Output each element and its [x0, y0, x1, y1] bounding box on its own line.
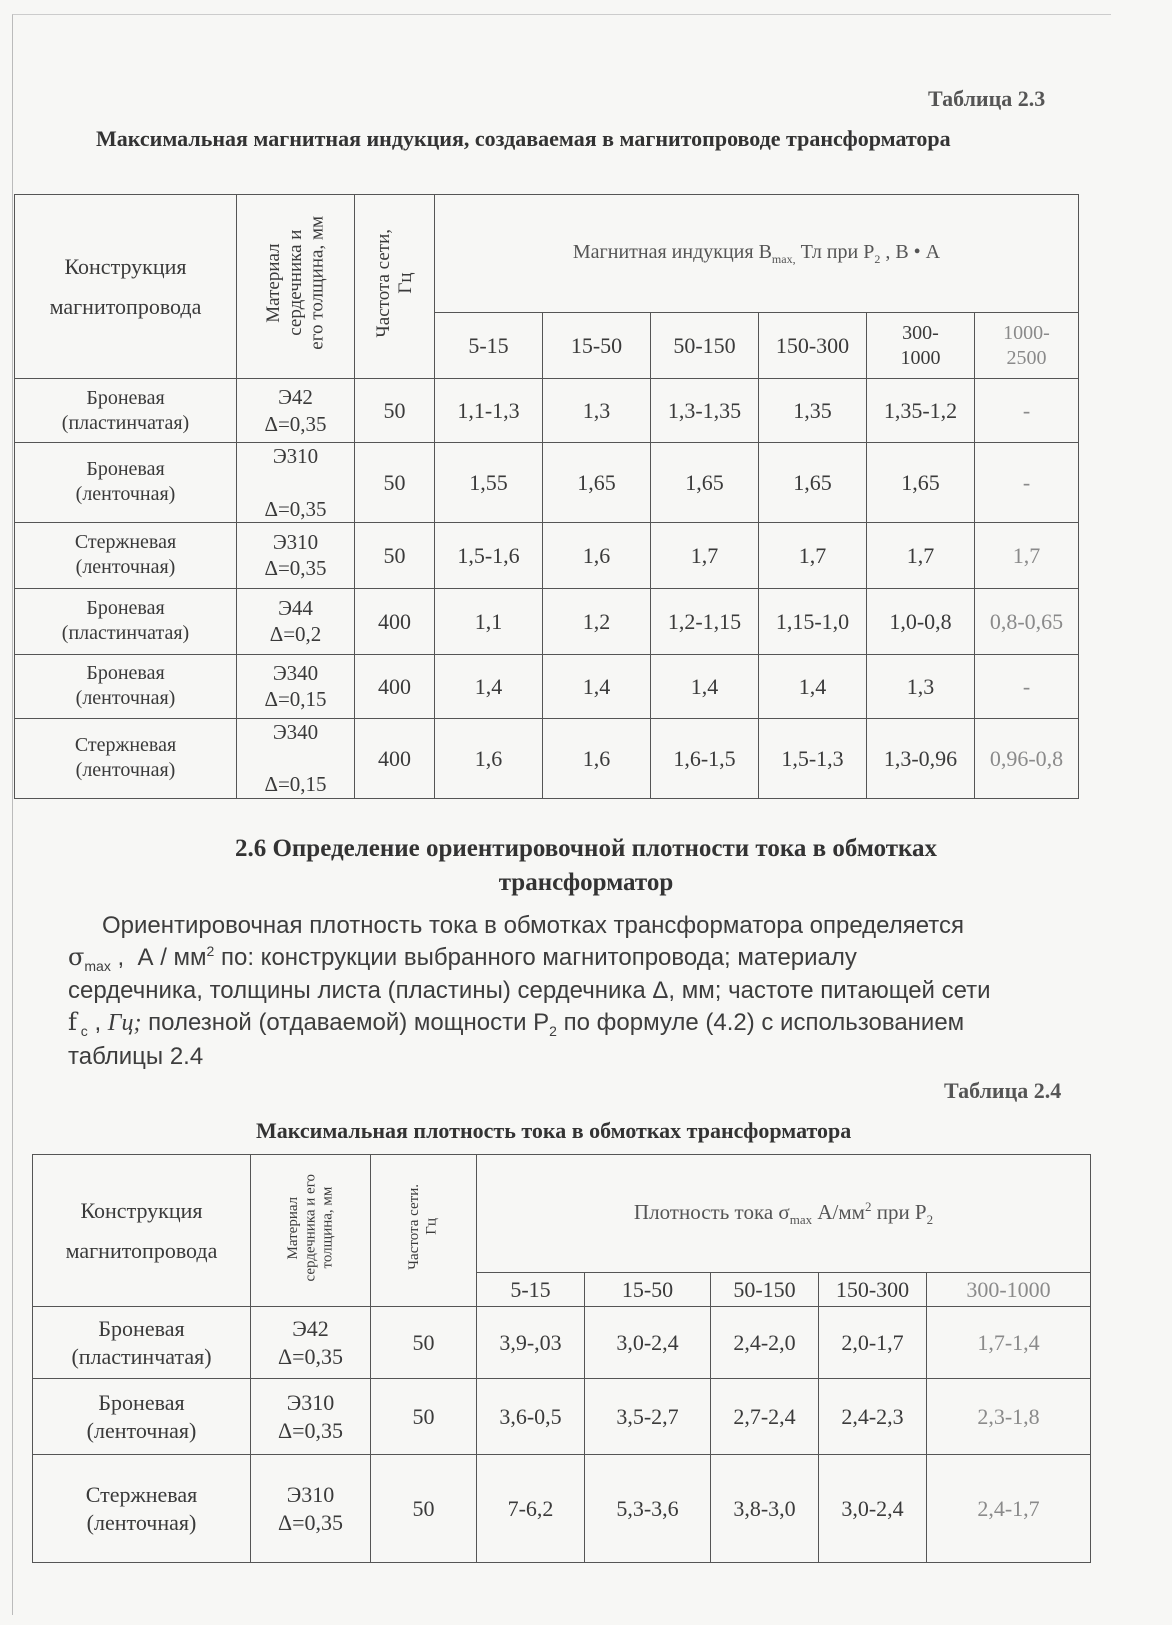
table1-power-range: 150-300: [759, 313, 867, 379]
induction-value: -: [975, 443, 1079, 523]
induction-value: 0,8-0,65: [975, 588, 1079, 654]
material-cell: Э44 Δ=0,2: [237, 588, 355, 654]
induction-value: 1,4: [543, 654, 651, 718]
induction-value: 1,55: [435, 443, 543, 523]
table1: [14, 194, 1079, 799]
induction-value: 1,65: [759, 443, 867, 523]
construction-cell: Броневая (ленточная): [33, 1379, 251, 1455]
material-cell: Э310 Δ=0,35: [251, 1455, 371, 1563]
table2-head-frequency: Частота сети. Гц: [371, 1155, 477, 1307]
induction-value: 1,65: [543, 443, 651, 523]
table2-title: Максимальная плотность тока в обмотках трансформатора: [256, 1118, 852, 1143]
table2-power-range: 50-150: [711, 1273, 819, 1307]
density-value: 2,3-1,8: [927, 1379, 1091, 1455]
frequency-cell: 400: [355, 718, 435, 798]
density-value: 3,0-2,4: [819, 1455, 927, 1563]
frequency-cell: 50: [355, 522, 435, 588]
table2-power-range: 5-15: [477, 1273, 585, 1307]
table1-power-range: 50-150: [651, 313, 759, 379]
induction-value: 1,35: [759, 379, 867, 443]
frequency-cell: 50: [355, 379, 435, 443]
table1-power-range: 300- 1000: [867, 313, 975, 379]
construction-cell: Броневая (ленточная): [15, 654, 237, 718]
construction-cell: Броневая (пластинчатая): [15, 588, 237, 654]
table2-power-range: 150-300: [819, 1273, 927, 1307]
table2-head-construction: Конструкция магнитопровода: [33, 1155, 251, 1307]
table-row: [33, 1455, 1091, 1563]
induction-value: 1,4: [435, 654, 543, 718]
material-cell: Э340 Δ=0,15: [237, 654, 355, 718]
table2-power-range: 300-1000: [927, 1273, 1091, 1307]
induction-value: 1,6: [435, 718, 543, 798]
induction-value: 1,6: [543, 718, 651, 798]
table1-head-material: Материал сердечника и его толщина, мм: [237, 195, 355, 379]
table-row: [15, 443, 1079, 523]
table2-head-density: Плотность тока $\sigma_{max}$ $А/мм^2$ при $P_2$: [477, 1155, 1091, 1273]
frequency-cell: 400: [355, 654, 435, 718]
frequency-cell: 50: [371, 1455, 477, 1563]
density-value: 2,4-2,0: [711, 1307, 819, 1379]
induction-value: 1,3-1,35: [651, 379, 759, 443]
density-value: 2,4-2,3: [819, 1379, 927, 1455]
material-cell: Э310 Δ=0,35: [237, 522, 355, 588]
density-value: 5,3-3,6: [585, 1455, 711, 1563]
table2: [32, 1154, 1091, 1563]
table1-head-frequency: Частота сети, Гц: [355, 195, 435, 379]
density-value: 3,6-0,5: [477, 1379, 585, 1455]
table-row: [15, 718, 1079, 798]
induction-value: 1,2-1,15: [651, 588, 759, 654]
construction-cell: Броневая (пластинчатая): [15, 379, 237, 443]
table-row: [15, 654, 1079, 718]
table1-power-range: 1000- 2500: [975, 313, 1079, 379]
table-row: [15, 588, 1079, 654]
table2-head-material: Материал сердечника и его толщина, мм: [251, 1155, 371, 1307]
induction-value: 1,65: [651, 443, 759, 523]
table1-power-range: 5-15: [435, 313, 543, 379]
induction-value: 1,3: [543, 379, 651, 443]
table-row: [15, 379, 1079, 443]
induction-value: 1,1: [435, 588, 543, 654]
induction-value: 1,7: [867, 522, 975, 588]
material-cell: Э42 Δ=0,35: [237, 379, 355, 443]
density-value: 3,8-3,0: [711, 1455, 819, 1563]
density-value: 7-6,2: [477, 1455, 585, 1563]
induction-value: 1,0-0,8: [867, 588, 975, 654]
induction-value: 1,5-1,3: [759, 718, 867, 798]
table1-power-range: 15-50: [543, 313, 651, 379]
material-cell: Э340 Δ=0,15: [237, 718, 355, 798]
table2-label: Таблица 2.4: [944, 1078, 1062, 1103]
induction-value: 1,65: [867, 443, 975, 523]
construction-cell: Броневая (ленточная): [15, 443, 237, 523]
density-value: 2,7-2,4: [711, 1379, 819, 1455]
induction-value: 1,4: [759, 654, 867, 718]
section-heading: 2.6 Определение ориентировочной плотности тока в обмотках трансформатор: [234, 835, 938, 896]
construction-cell: Стержневая (ленточная): [15, 718, 237, 798]
table-row: [33, 1379, 1091, 1455]
density-value: 3,5-2,7: [585, 1379, 711, 1455]
induction-value: 1,3-0,96: [867, 718, 975, 798]
induction-value: 1,4: [651, 654, 759, 718]
induction-value: 1,35-1,2: [867, 379, 975, 443]
density-value: 2,4-1,7: [927, 1455, 1091, 1563]
table1-head-construction: Конструкция магнитопровода: [15, 195, 237, 379]
induction-value: -: [975, 379, 1079, 443]
density-value: 2,0-1,7: [819, 1307, 927, 1379]
induction-value: 1,2: [543, 588, 651, 654]
frequency-cell: 50: [371, 1307, 477, 1379]
table-row: [33, 1307, 1091, 1379]
table2-power-range: 15-50: [585, 1273, 711, 1307]
material-cell: Э42 Δ=0,35: [251, 1307, 371, 1379]
frequency-cell: 50: [355, 443, 435, 523]
induction-value: 1,7: [651, 522, 759, 588]
construction-cell: Броневая (пластинчатая): [33, 1307, 251, 1379]
induction-value: 1,7: [759, 522, 867, 588]
material-cell: Э310 Δ=0,35: [237, 443, 355, 523]
density-value: 3,9-,03: [477, 1307, 585, 1379]
density-value: 3,0-2,4: [585, 1307, 711, 1379]
table1-label: Таблица 2.3: [928, 86, 1046, 111]
table1-head-induction: Магнитная индукция $B_{max,}$ Тл при $P_2$ , В • А: [435, 195, 1079, 313]
construction-cell: Стержневая (ленточная): [33, 1455, 251, 1563]
induction-value: -: [975, 654, 1079, 718]
induction-value: 0,96-0,8: [975, 718, 1079, 798]
induction-value: 1,3: [867, 654, 975, 718]
induction-value: 1,6-1,5: [651, 718, 759, 798]
section-paragraph: Ориентировочная плотность тока в обмотках трансформатора определяется $\sigma_{max}$ , А / $мм^2$ по: конструкции выбранного магнитопровода; материалу сердечника, толщины листа (пластины) сердечника Δ, мм; частоте питающей сети f $_c$ , Гц; полезной (отдаваемой) мощности $P_2$ по формуле (4.2) с использованием таблицы 2.4: [68, 912, 991, 1070]
table-row: [15, 522, 1079, 588]
frequency-cell: 50: [371, 1379, 477, 1455]
induction-value: 1,15-1,0: [759, 588, 867, 654]
frequency-cell: 400: [355, 588, 435, 654]
material-cell: Э310 Δ=0,35: [251, 1379, 371, 1455]
induction-value: 1,1-1,3: [435, 379, 543, 443]
induction-value: 1,6: [543, 522, 651, 588]
induction-value: 1,5-1,6: [435, 522, 543, 588]
construction-cell: Стержневая (ленточная): [15, 522, 237, 588]
table1-title: Максимальная магнитная индукция, создаваемая в магнитопроводе трансформатора: [96, 126, 951, 151]
density-value: 1,7-1,4: [927, 1307, 1091, 1379]
induction-value: 1,7: [975, 522, 1079, 588]
